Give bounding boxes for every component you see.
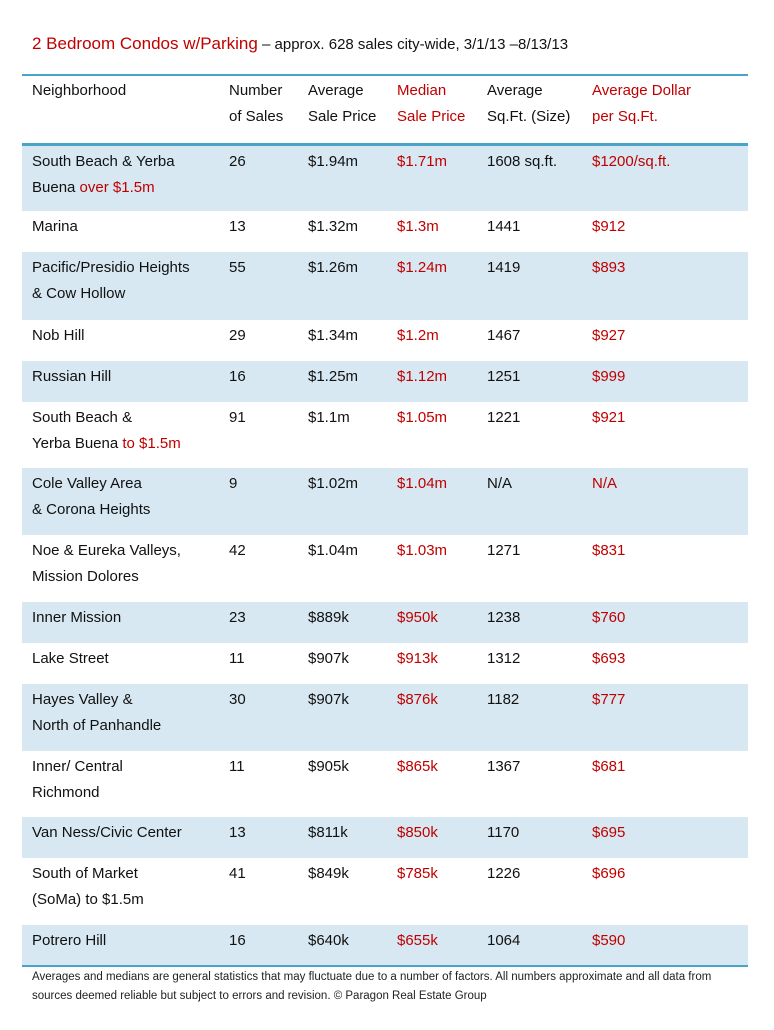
cell-number-of-sales: 13: [229, 824, 246, 841]
cell-median-sale-price: $1.12m: [397, 368, 448, 385]
page-title: [32, 34, 568, 54]
cell-average-sqft: 1226: [487, 865, 521, 882]
table-row: [22, 402, 748, 468]
cell-average-sale-price: $889k: [308, 609, 349, 626]
cell-number-of-sales: 42: [229, 542, 246, 559]
cell-neighborhood: South Beach & Yerba Buena over $1.5m: [32, 153, 175, 196]
cell-neighborhood: Pacific/Presidio Heights & Cow Hollow: [32, 259, 190, 302]
cell-dollar-per-sqft: $921: [592, 409, 626, 426]
table-row: [22, 602, 748, 643]
cell-median-sale-price: $1.03m: [397, 542, 448, 559]
cell-neighborhood: Russian Hill: [32, 368, 112, 385]
cell-neighborhood: Van Ness/Civic Center: [32, 824, 182, 841]
table-row: [22, 468, 748, 535]
table-top-rule: [22, 74, 748, 76]
cell-number-of-sales: 41: [229, 865, 246, 882]
cell-number-of-sales: 9: [229, 475, 238, 492]
cell-neighborhood: Marina: [32, 218, 78, 235]
table-row: [22, 817, 748, 858]
cell-median-sale-price: $785k: [397, 865, 438, 882]
title-subtitle: – approx. 628 sales city-wide, 3/1/13 –8/13/13: [257, 36, 569, 53]
cell-dollar-per-sqft: $999: [592, 368, 626, 385]
cell-dollar-per-sqft: $912: [592, 218, 626, 235]
cell-average-sale-price: $905k: [308, 758, 349, 775]
header-average-sale-price: Average Sale Price: [308, 82, 377, 125]
cell-number-of-sales: 91: [229, 409, 246, 426]
table-row: [22, 643, 748, 684]
header-neighborhood: Neighborhood: [32, 82, 127, 99]
cell-average-sqft: 1367: [487, 758, 521, 775]
cell-average-sqft: 1467: [487, 327, 521, 344]
price-range-note: over $1.5m: [79, 179, 155, 196]
cell-average-sqft: 1419: [487, 259, 521, 276]
header-number-of-sales: Number of Sales: [229, 82, 284, 125]
cell-dollar-per-sqft: $1200/sq.ft.: [592, 153, 671, 170]
cell-median-sale-price: $950k: [397, 609, 438, 626]
cell-neighborhood: Lake Street: [32, 650, 109, 667]
cell-average-sale-price: $1.94m: [308, 153, 359, 170]
title-main: 2 Bedroom Condos w/Parking: [32, 34, 258, 53]
cell-dollar-per-sqft: $590: [592, 932, 626, 949]
cell-median-sale-price: $1.04m: [397, 475, 448, 492]
table-row: [22, 361, 748, 402]
cell-average-sale-price: $640k: [308, 932, 349, 949]
cell-number-of-sales: 16: [229, 368, 246, 385]
cell-median-sale-price: $850k: [397, 824, 438, 841]
cell-average-sale-price: $811k: [308, 824, 348, 841]
cell-neighborhood: Noe & Eureka Valleys, Mission Dolores: [32, 542, 181, 585]
table-row: [22, 925, 748, 965]
cell-average-sqft: 1221: [487, 409, 521, 426]
cell-dollar-per-sqft: $695: [592, 824, 626, 841]
cell-number-of-sales: 13: [229, 218, 246, 235]
table-row: [22, 320, 748, 361]
cell-neighborhood: Inner Mission: [32, 609, 122, 626]
table-bottom-rule: [22, 965, 748, 967]
cell-average-sale-price: $1.34m: [308, 327, 359, 344]
cell-average-sqft: 1441: [487, 218, 521, 235]
cell-number-of-sales: 55: [229, 259, 246, 276]
header-median-sale-price: Median Sale Price: [397, 82, 466, 125]
cell-neighborhood: Nob Hill: [32, 327, 85, 344]
cell-average-sale-price: $1.1m: [308, 409, 350, 426]
cell-average-sqft: 1271: [487, 542, 521, 559]
cell-number-of-sales: 30: [229, 691, 246, 708]
cell-dollar-per-sqft: $927: [592, 327, 626, 344]
table-row: [22, 858, 748, 925]
cell-median-sale-price: $1.71m: [397, 153, 448, 170]
cell-neighborhood: South Beach & Yerba Buena to $1.5m: [32, 409, 181, 452]
cell-number-of-sales: 23: [229, 609, 246, 626]
cell-dollar-per-sqft: $777: [592, 691, 626, 708]
cell-median-sale-price: $865k: [397, 758, 438, 775]
table-row: [22, 211, 748, 252]
cell-median-sale-price: $913k: [397, 650, 438, 667]
cell-neighborhood: Cole Valley Area & Corona Heights: [32, 475, 151, 518]
cell-neighborhood: Inner/ Central Richmond: [32, 758, 123, 801]
cell-neighborhood: South of Market (SoMa) to $1.5m: [32, 865, 144, 908]
cell-neighborhood: Potrero Hill: [32, 932, 107, 949]
cell-number-of-sales: 11: [229, 758, 245, 775]
cell-neighborhood: Hayes Valley & North of Panhandle: [32, 691, 162, 734]
price-range-note: to $1.5m: [122, 435, 181, 452]
cell-dollar-per-sqft: $693: [592, 650, 626, 667]
cell-dollar-per-sqft: $893: [592, 259, 626, 276]
cell-average-sale-price: $1.04m: [308, 542, 359, 559]
cell-average-sqft: 1170: [487, 824, 520, 841]
cell-average-sale-price: $849k: [308, 865, 349, 882]
cell-average-sqft: 1312: [487, 650, 521, 667]
cell-average-sale-price: $1.32m: [308, 218, 359, 235]
footer-disclaimer: Averages and medians are general statistics that may fluctuate due to a number of factors. All numbers approximate and all data from sources deemed reliable but subject to errors and revision. © Paragon Real Estate Group: [32, 971, 712, 1002]
header-average-dollar-per-sqft: Average Dollar per Sq.Ft.: [592, 82, 691, 125]
table-row: [22, 684, 748, 751]
cell-median-sale-price: $655k: [397, 932, 438, 949]
header-average-sqft: Average Sq.Ft. (Size): [487, 82, 571, 125]
cell-median-sale-price: $1.2m: [397, 327, 439, 344]
cell-average-sqft: 1238: [487, 609, 521, 626]
cell-median-sale-price: $1.3m: [397, 218, 439, 235]
cell-average-sale-price: $907k: [308, 691, 349, 708]
cell-median-sale-price: $1.24m: [397, 259, 448, 276]
cell-average-sqft: 1608 sq.ft.: [487, 153, 558, 170]
table-row: [22, 535, 748, 602]
cell-average-sale-price: $1.25m: [308, 368, 359, 385]
cell-number-of-sales: 11: [229, 650, 245, 667]
cell-dollar-per-sqft: N/A: [592, 475, 618, 492]
table-row: [22, 146, 748, 211]
cell-median-sale-price: $876k: [397, 691, 438, 708]
cell-number-of-sales: 29: [229, 327, 246, 344]
cell-median-sale-price: $1.05m: [397, 409, 448, 426]
table-row: [22, 751, 748, 817]
cell-number-of-sales: 26: [229, 153, 246, 170]
cell-average-sale-price: $1.02m: [308, 475, 359, 492]
cell-dollar-per-sqft: $831: [592, 542, 626, 559]
cell-dollar-per-sqft: $696: [592, 865, 626, 882]
cell-average-sqft: 1251: [487, 368, 521, 385]
cell-average-sqft: 1182: [487, 691, 520, 708]
cell-average-sqft: N/A: [487, 475, 513, 492]
cell-average-sale-price: $907k: [308, 650, 349, 667]
table-row: [22, 252, 748, 320]
cell-number-of-sales: 16: [229, 932, 246, 949]
cell-average-sale-price: $1.26m: [308, 259, 359, 276]
cell-dollar-per-sqft: $760: [592, 609, 626, 626]
cell-average-sqft: 1064: [487, 932, 521, 949]
cell-dollar-per-sqft: $681: [592, 758, 626, 775]
